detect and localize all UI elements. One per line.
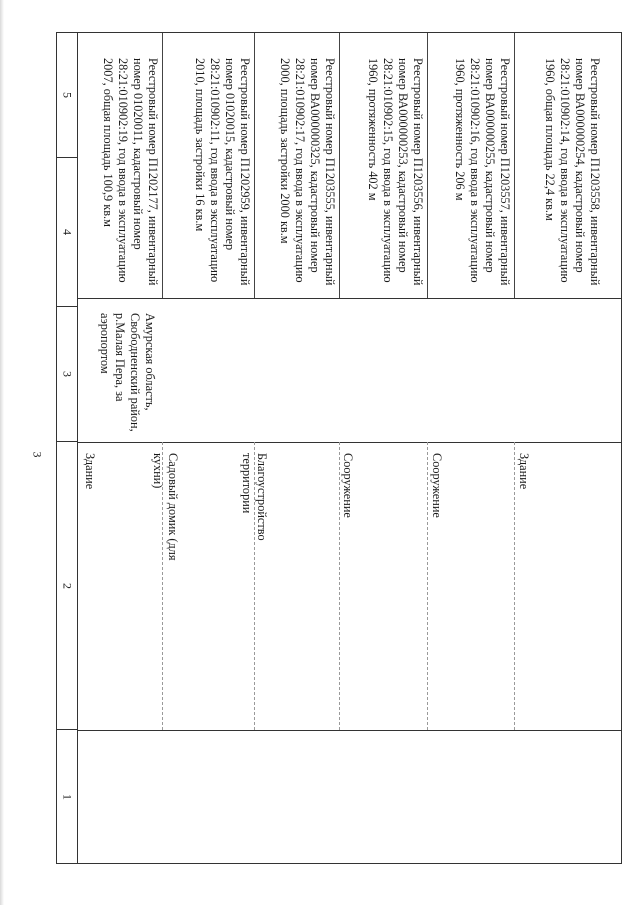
row-separator	[162, 33, 163, 298]
row-6-type: Здание	[517, 453, 531, 490]
page-number: 3	[30, 451, 45, 458]
row-2-type: Садовый домик (для кухни)	[151, 453, 180, 561]
column-header-5-label: 5	[60, 92, 75, 98]
row-3-details: Реестровый номер П1203555, инвентарный номер ВА000000325, кадастровый номер 28:21:010902:17, год ввода в эксплуатацию 2000, площадь застройки 2000 кв.м	[278, 58, 337, 286]
row-5-details: Реестровый номер П1203557, инвентарный номер ВА000000255, кадастровый номер 28:21:010902:16, год ввода в эксплуатацию 1960, протяженность 206 м	[453, 58, 512, 286]
row-3-type: Благоустройство территории	[240, 453, 269, 541]
row-6-details: Реестровый номер П1203558, инвентарный номер ВА000000254, кадастровый номер 28:21:010902:14, год ввода в эксплуатацию 1960, общая площадь 22,4 кв.м	[543, 58, 602, 286]
column-header-1-label: 1	[60, 794, 75, 800]
row-separator	[514, 442, 515, 730]
column-header-2	[57, 442, 77, 730]
column-header-5	[57, 33, 77, 158]
column-header-4-label: 4	[60, 229, 75, 235]
column-header-4	[57, 158, 77, 307]
column-header-3-label: 3	[60, 371, 75, 377]
scan-edge	[0, 0, 4, 905]
row-1-type: Здание	[83, 453, 97, 490]
row-separator	[514, 33, 515, 298]
row-5-type: Сооружение	[430, 453, 444, 518]
column-boundary	[77, 298, 621, 299]
row-2-details: Реестровый номер П1202959, инвентарный номер 01020015, кадастровый номер 28:21:010902:11, год ввода в эксплуатацию 2010, площадь застройки 16 кв.м	[193, 58, 252, 286]
column-boundary	[77, 730, 621, 731]
row-separator	[427, 442, 428, 730]
column-header-2-label: 2	[60, 582, 75, 589]
row-1-details: Реестровый номер П1202177, инвентарный номер 01020011, кадастровый номер 28:21:010902:19, год ввода в эксплуатацию 2007, общая площадь 100,9 кв.м	[101, 58, 160, 286]
row-4-type: Сооружение	[341, 453, 355, 518]
row-4-details: Реестровый номер П1203556, инвентарный номер ВА000000253, кадастровый номер 28:21:010902:15, год ввода в эксплуатацию 1960, протяженность 402 м	[366, 58, 425, 286]
column-header-3	[57, 307, 77, 442]
location-cell: Амурская область, Свободненский район, р.Малая Пера, за аэропортом	[98, 313, 157, 432]
row-separator	[427, 33, 428, 298]
column-boundary	[77, 442, 621, 443]
row-separator	[339, 33, 340, 298]
document-table	[56, 32, 622, 864]
column-header-1	[57, 730, 77, 864]
row-separator	[254, 33, 255, 298]
